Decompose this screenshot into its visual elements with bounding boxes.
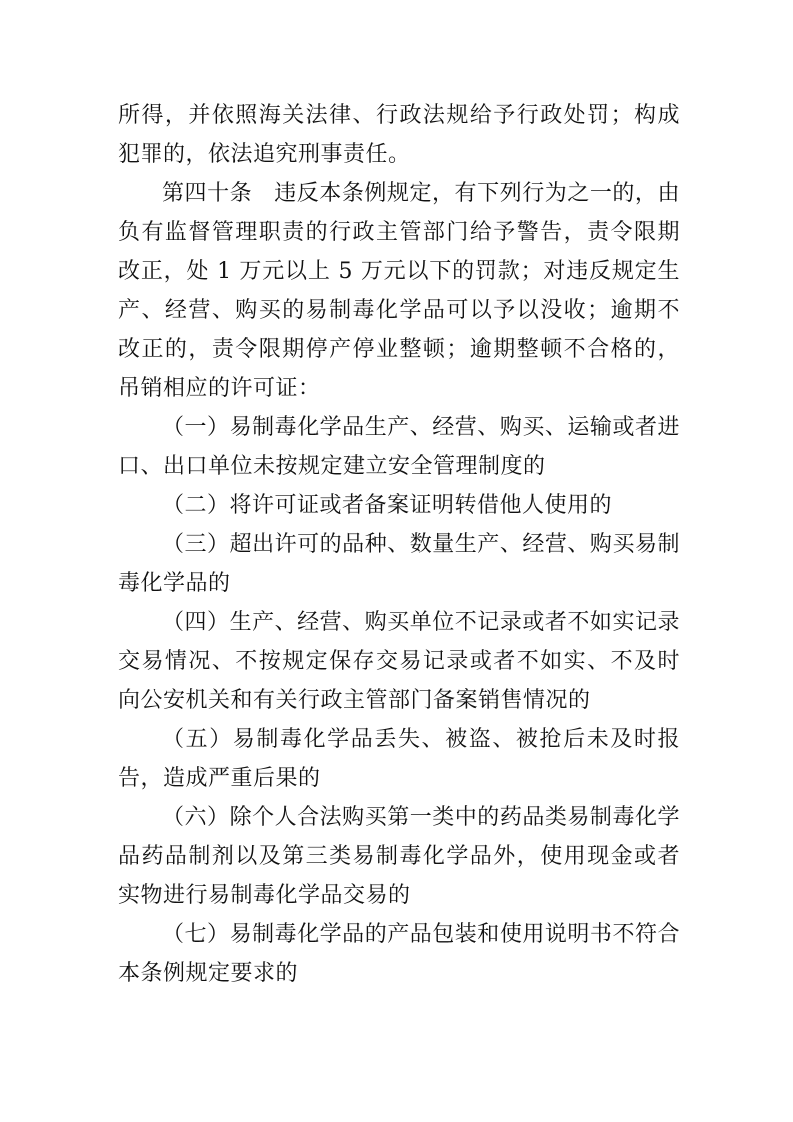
list-item: （六）除个人合法购买第一类中的药品类易制毒化学品药品制剂以及第三类易制毒化学品外，使用现金或者实物进行易制毒化学品交易的: [118, 805, 680, 908]
article-intro: 违反本条例规定，有下列行为之一的，由负有监督管理职责的行政主管部门给予警告，责令限期改正，处 1 万元以上 5 万元以下的罚款；对违反规定生产、经营、购买的易制毒化学品可以予以没收；逾期不改正的，责令限期停产停业整顿；逾期整顿不合格的，吊销相应的许可证：: [118, 181, 680, 401]
list-item: （二）将许可证或者备案证明转借他人使用的: [162, 493, 613, 518]
list-item: （五）易制毒化学品丢失、被盗、被抢后未及时报告，造成严重后果的: [118, 727, 680, 791]
list-item: （一）易制毒化学品生产、经营、购买、运输或者进口、出口单位未按规定建立安全管理制度的: [118, 415, 680, 479]
article-number: 第四十条: [162, 181, 253, 206]
article-40-paragraph: [118, 174, 680, 408]
list-item: （四）生产、经营、购买单位不记录或者不如实记录交易情况、不按规定保存交易记录或者不如实、不及时向公安机关和有关行政主管部门备案销售情况的: [118, 610, 680, 713]
list-item: （七）易制毒化学品的产品包装和使用说明书不符合本条例规定要求的: [118, 922, 680, 986]
continuation-paragraph: 所得，并依照海关法律、行政法规给予行政处罚；构成犯罪的，依法追究刑事责任。: [118, 103, 680, 167]
document-body: [118, 96, 680, 993]
list-item: （三）超出许可的品种、数量生产、经营、购买易制毒化学品的: [118, 532, 680, 596]
